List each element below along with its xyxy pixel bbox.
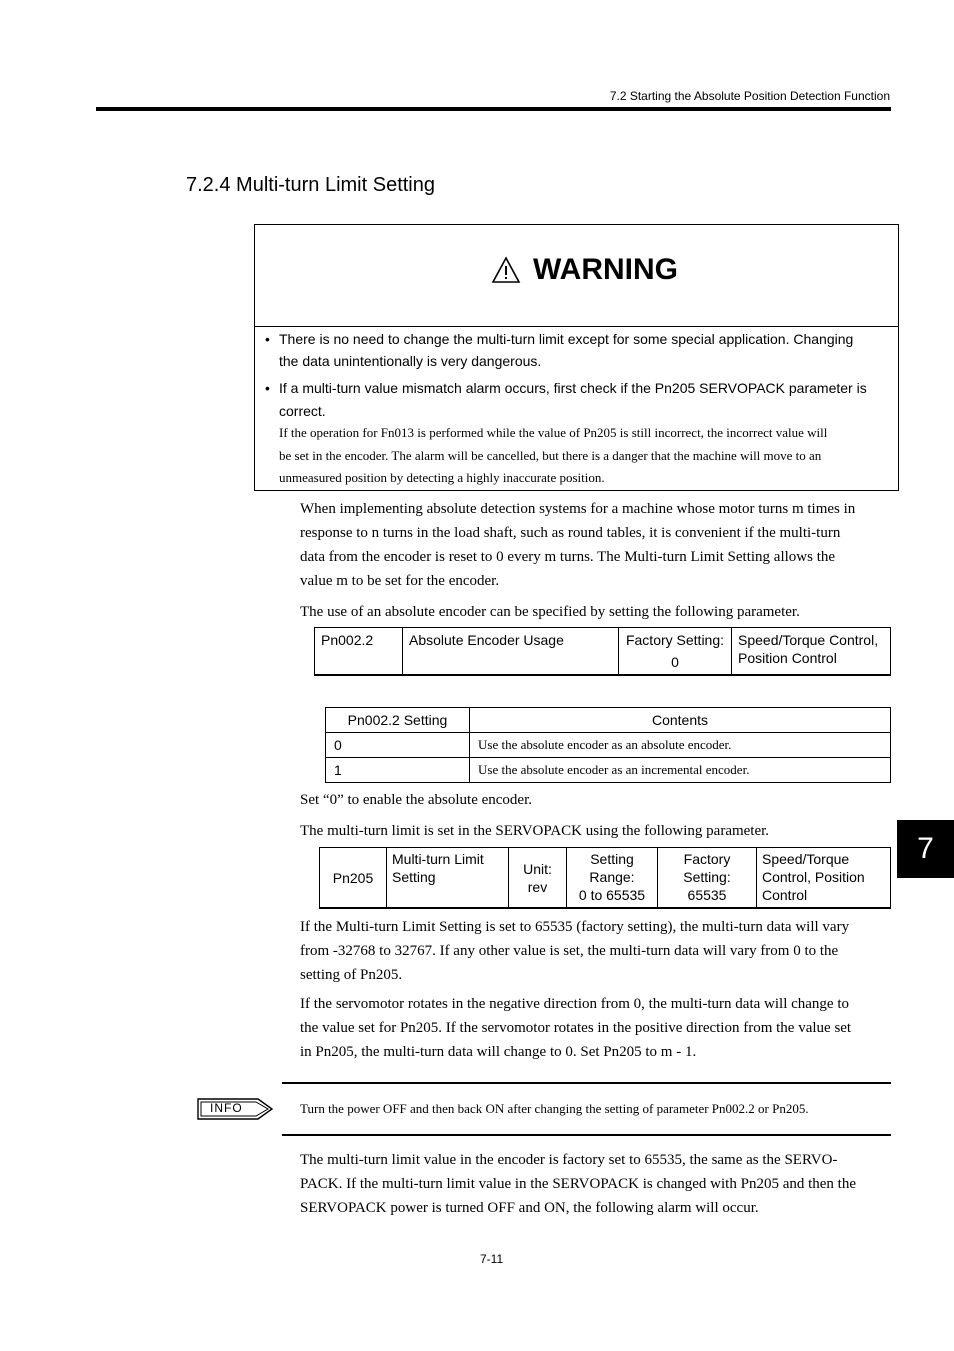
info-rule-bottom <box>282 1134 891 1136</box>
param-unit <box>509 848 567 909</box>
name-line: Setting <box>392 869 436 885</box>
table-header-row <box>326 708 891 733</box>
factory-line: Setting: <box>683 869 731 885</box>
set-zero-sentence: Set “0” to enable the absolute encoder. <box>300 792 532 808</box>
settings-table <box>325 707 891 783</box>
warning-note-line: be set in the encoder. The alarm will be cancelled, but there is a danger that the machine will move to an <box>279 448 822 463</box>
text-line: in Pn205, the multi-turn data will change to 0. Set Pn205 to m - 1. <box>300 1044 697 1060</box>
info-icon <box>196 1095 276 1128</box>
table-header: Contents <box>470 708 891 733</box>
name-line: Multi-turn Limit <box>392 851 484 867</box>
range-line: Setting <box>590 851 634 867</box>
factory-label: Factory Setting: <box>625 632 725 648</box>
mode-line: Speed/Torque Control, <box>738 632 879 648</box>
info-text: Turn the power OFF and then back ON after changing the setting of parameter Pn002.2 or Pn205. <box>300 1101 809 1116</box>
multi-turn-sentence: The multi-turn limit is set in the SERVOPACK using the following parameter. <box>300 823 770 839</box>
warning-title <box>491 253 678 287</box>
table-cell: 1 <box>326 758 470 783</box>
mode-line: Position Control <box>738 650 837 666</box>
table-row <box>326 733 891 758</box>
warning-header <box>255 225 898 327</box>
param-factory <box>658 848 757 909</box>
warning-triangle-icon <box>491 256 521 284</box>
text-line: The multi-turn limit value in the encoder is factory set to 65535, the same as the SERVO- <box>300 1152 838 1168</box>
final-paragraph <box>300 1148 890 1220</box>
text-line: from -32768 to 32767. If any other value is set, the multi-turn data will vary from 0 to the <box>300 943 839 959</box>
warning-line: There is no need to change the multi-turn limit except for some special application. Changing <box>279 331 854 347</box>
info-label: INFO <box>210 1101 243 1115</box>
mode-line: Control <box>762 887 808 903</box>
section-title: 7.2.4 Multi-turn Limit Setting <box>186 174 435 196</box>
text-line: data from the encoder is reset to 0 every m turns. The Multi-turn Limit Setting allows the <box>300 549 836 565</box>
usage-sentence: The use of an absolute encoder can be specified by setting the following parameter. <box>300 604 800 620</box>
table-cell: Use the absolute encoder as an incremental encoder. <box>470 758 891 783</box>
param-mode <box>732 628 891 676</box>
param-factory <box>619 628 732 676</box>
warning-box <box>254 224 899 491</box>
table-cell: Use the absolute encoder as an absolute encoder. <box>470 733 891 758</box>
text-line: the value set for Pn205. If the servomotor rotates in the positive direction from the value set <box>300 1020 852 1036</box>
warning-line: If a multi-turn value mismatch alarm occurs, first check if the Pn205 SERVOPACK parameter is <box>279 380 867 396</box>
direction-paragraph <box>300 992 890 1064</box>
param-id: Pn205 <box>320 848 387 909</box>
header-rule <box>96 107 891 111</box>
warning-line: correct. <box>279 403 326 419</box>
text-line: response to n turns in the load shaft, such as round tables, it is convenient if the multi-turn <box>300 525 841 541</box>
page-number: 7-11 <box>480 1252 504 1266</box>
param-range <box>567 848 658 909</box>
text-line: If the Multi-turn Limit Setting is set to 65535 (factory setting), the multi-turn data will vary <box>300 919 850 935</box>
range-line: 0 to 65535 <box>578 887 646 903</box>
intro-paragraph <box>300 497 890 593</box>
param-mode <box>757 848 891 909</box>
running-header: 7.2 Starting the Absolute Position Detection Function <box>609 89 890 103</box>
text-line: setting of Pn205. <box>300 967 403 983</box>
text-line: If the servomotor rotates in the negative direction from 0, the multi-turn data will change to <box>300 996 850 1012</box>
text-line: SERVOPACK power is turned OFF and ON, the following alarm will occur. <box>300 1200 759 1216</box>
factory-line: 65535 <box>687 887 727 903</box>
warning-note-line: unmeasured position by detecting a highly inaccurate position. <box>279 470 605 485</box>
factory-line: Factory <box>683 851 731 867</box>
bullet-icon: • <box>265 380 270 396</box>
param-name: Absolute Encoder Usage <box>403 628 619 676</box>
range-line: Range: <box>589 869 635 885</box>
table-cell: 0 <box>326 733 470 758</box>
text-line: When implementing absolute detection systems for a machine whose motor turns m times in <box>300 501 856 517</box>
unit-line: rev <box>527 878 548 895</box>
param-name <box>387 848 509 909</box>
mode-line: Control, Position <box>762 869 865 885</box>
factory-value: 0 <box>671 654 679 670</box>
param-pn002-table <box>314 627 891 676</box>
param-pn205-table <box>319 847 891 909</box>
factory-paragraph <box>300 915 890 987</box>
text-line: value m to be set for the encoder. <box>300 573 500 589</box>
info-rule-top <box>282 1082 891 1084</box>
table-row <box>326 758 891 783</box>
unit-line: Unit: <box>523 860 552 877</box>
param-id: Pn002.2 <box>315 628 403 676</box>
bullet-icon: • <box>265 331 270 347</box>
warning-note-line: If the operation for Fn013 is performed while the value of Pn205 is still incorrect, the incorrect value will <box>279 425 828 440</box>
mode-line: Speed/Torque <box>762 851 850 867</box>
warning-line: the data unintentionally is very dangerous. <box>279 353 542 369</box>
chapter-tab: 7 <box>897 820 954 878</box>
warning-title-text: WARNING <box>533 253 678 286</box>
table-header: Pn002.2 Setting <box>326 708 470 733</box>
text-line: PACK. If the multi-turn limit value in the SERVOPACK is changed with Pn205 and then the <box>300 1176 856 1192</box>
